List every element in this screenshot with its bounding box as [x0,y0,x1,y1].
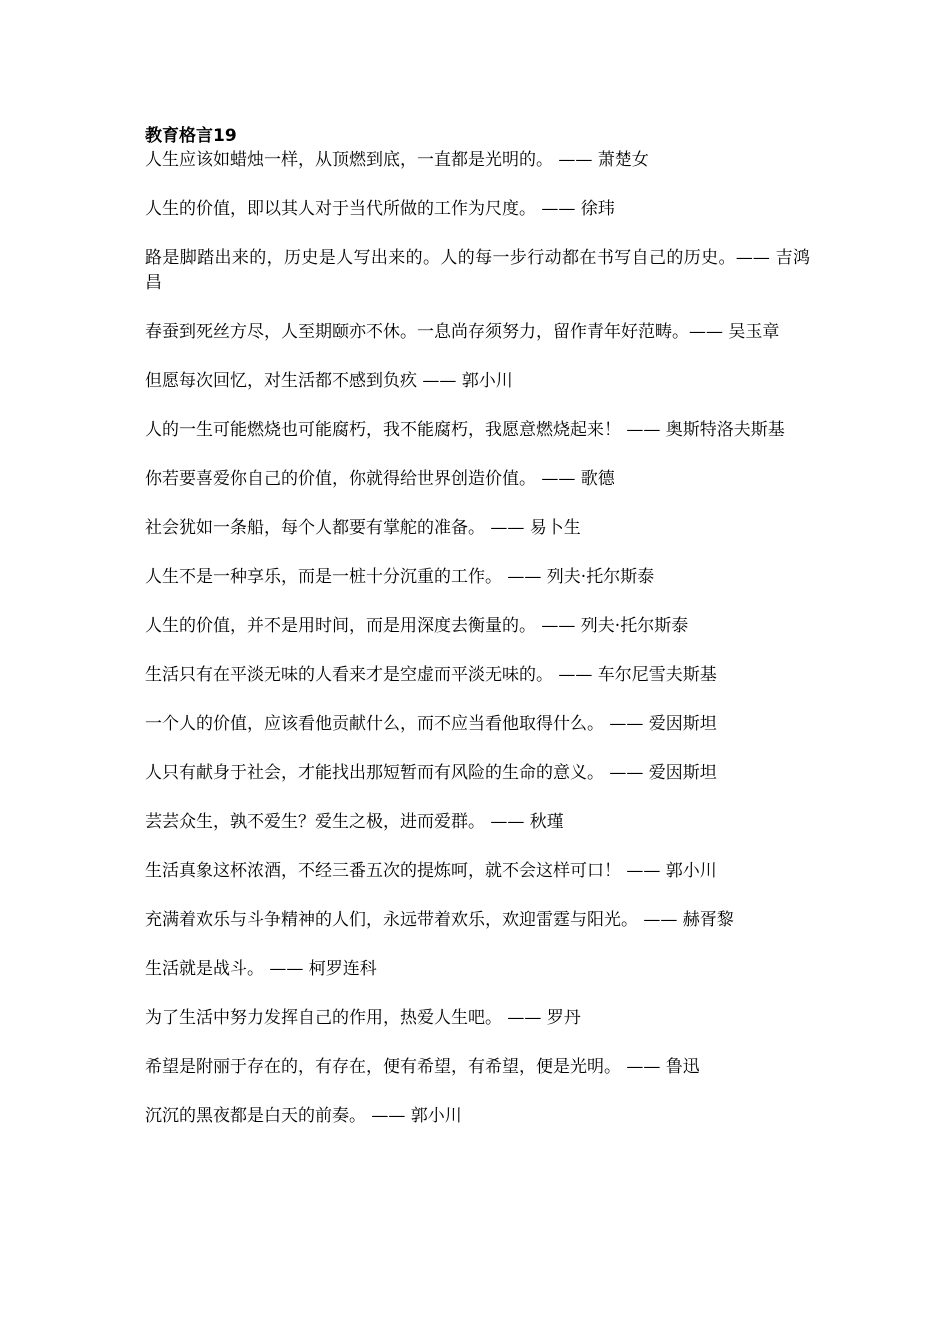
quote-item: 人生的价值，并不是用时间，而是用深度去衡量的。 —— 列夫·托尔斯泰 [145,616,689,636]
quote-list [145,148,810,1129]
quote-item: 社会犹如一条船，每个人都要有掌舵的准备。 —— 易卜生 [145,518,581,538]
quote-item: 人生的价值，即以其人对于当代所做的工作为尺度。 —— 徐玮 [145,199,615,219]
document-title: 教育格言19 [145,126,237,146]
quote-item: 人生应该如蜡烛一样，从顶燃到底，一直都是光明的。 —— 萧楚女 [145,150,649,170]
quote-item: 芸芸众生，孰不爱生？爱生之极，进而爱群。 —— 秋瑾 [145,812,564,832]
quote-item: 人只有献身于社会，才能找出那短暂而有风险的生命的意义。 —— 爱因斯坦 [145,763,717,783]
quote-item: 沉沉的黑夜都是白天的前奏。 —— 郭小川 [145,1106,462,1126]
quote-item: 你若要喜爱你自己的价值，你就得给世界创造价值。 —— 歌德 [145,469,615,489]
quote-item: 人的一生可能燃烧也可能腐朽，我不能腐朽，我愿意燃烧起来！ —— 奥斯特洛夫斯基 [145,420,785,440]
document-page [145,124,810,1153]
quote-item: 生活真象这杯浓酒，不经三番五次的提炼呵，就不会这样可口！ —— 郭小川 [145,861,717,881]
quote-item: 春蚕到死丝方尽，人至期颐亦不休。一息尚存须努力，留作青年好范畴。—— 吴玉章 [145,322,780,342]
quote-item: 但愿每次回忆，对生活都不感到负疚 —— 郭小川 [145,371,513,391]
quote-item: 希望是附丽于存在的，有存在，便有希望，有希望，便是光明。 —— 鲁迅 [145,1057,700,1077]
quote-item: 路是脚踏出来的，历史是人写出来的。人的每一步行动都在书写自己的历史。—— 吉鸿昌 [145,248,810,293]
quote-item: 生活就是战斗。 —— 柯罗连科 [145,959,377,979]
quote-item: 为了生活中努力发挥自己的作用，热爱人生吧。 —— 罗丹 [145,1008,581,1028]
quote-item: 生活只有在平淡无味的人看来才是空虚而平淡无味的。 —— 车尔尼雪夫斯基 [145,665,717,685]
quote-item: 充满着欢乐与斗争精神的人们，永远带着欢乐，欢迎雷霆与阳光。 —— 赫胥黎 [145,910,734,930]
quote-item: 一个人的价值，应该看他贡献什么，而不应当看他取得什么。 —— 爱因斯坦 [145,714,717,734]
quote-item: 人生不是一种享乐，而是一桩十分沉重的工作。 —— 列夫·托尔斯泰 [145,567,655,587]
